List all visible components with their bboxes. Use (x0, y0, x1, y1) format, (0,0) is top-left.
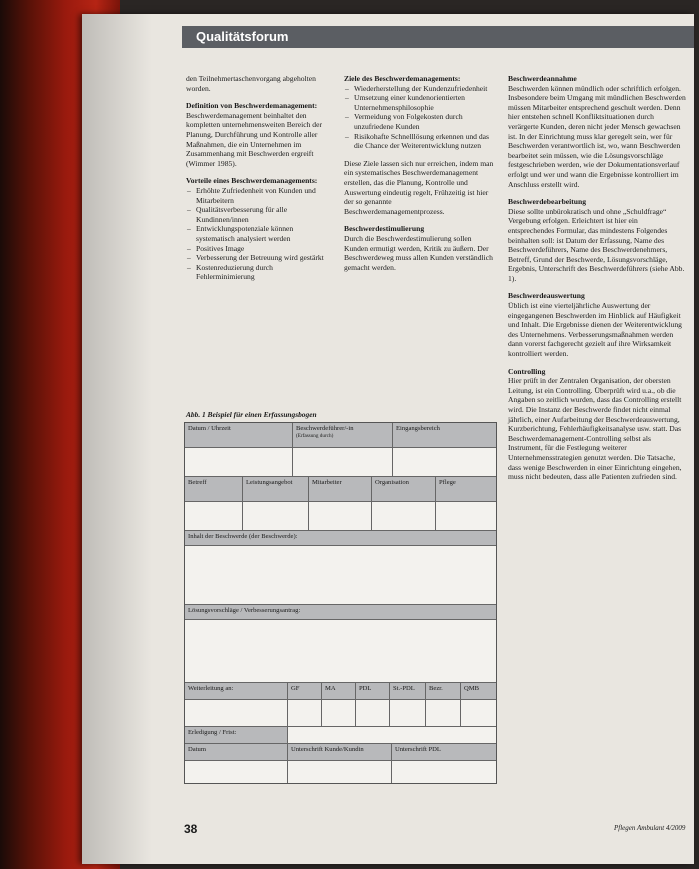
list-item: – Erhöhte Zufriedenheit von Kunden und Mitarbeitern (196, 186, 326, 205)
datum-label: Datum (185, 744, 288, 760)
bearbeitung-section (508, 197, 686, 283)
controlling-section (508, 367, 686, 482)
auswertung-section (508, 291, 686, 358)
definition-heading: Definition von Beschwerdemanagement: (186, 101, 318, 111)
form-input-row (185, 448, 496, 477)
list-item: – Wiederherstellung der Kundenzufriedenheit (354, 84, 494, 94)
vorteile-heading: Vorteile eines Beschwerdemanagements: (186, 176, 318, 186)
definition-text: Beschwerdemanagement beinhaltet den kompletten unternehmensweiten Bereich der Planung, Durchführung und Kontrolle aller Maßnahmen, die ein Unternehmen im Zusammenhang mit Beschwerden ergreift (Wimmer 1985). (186, 110, 323, 168)
form-cell (356, 700, 390, 726)
erledigung-row (185, 727, 496, 744)
list-item: – Verbesserung der Betreuung wird gestärkt (196, 253, 326, 263)
auswertung-heading: Beschwerdeauswertung (508, 291, 585, 301)
loesung-area (185, 620, 496, 683)
form-cell (288, 727, 496, 743)
section-title: Qualitätsforum (196, 29, 289, 44)
organisation-label: Organisation (372, 477, 436, 501)
form-cell (426, 700, 461, 726)
weiter-gf: GF (288, 683, 322, 699)
list-item: – Kostenreduzierung durch Fehlerminimierung (196, 263, 326, 282)
column-1 (186, 74, 326, 290)
erfassung-note: (Erfassung durch) (296, 433, 334, 439)
controlling-text: Hier prüft in der Zentralen Organisation, der obersten Leitung, ist ein Controlling. Überprüft wird u.a., ob die Angaben so zeitlich wurden, dass das Controlling erstellt wird. Die Instanz der Beschwerde findet nicht einmal jährlich, einer Aufarbeitung der Beschwerdeauswertung, Kurzberichtung, Fehlerhäufigkeitsanalyse usw. statt. Das Beschwerdemanagement-Controlling selbst als Instrument, für die Festlegung weiterer Unternehmensstrategien genutzt werden. Die Tatsache, dass wenige Beschwerden in einer Einrichtung eingehen, muss nicht bedeuten, dass alle Patienten zufrieden sind. (508, 376, 682, 482)
unterschrift-row (185, 744, 496, 761)
journal-source: Pflegen Ambulant 4/2009 (614, 824, 686, 832)
weiter-ma: MA (322, 683, 356, 699)
ziele-heading: Ziele des Beschwerdemanagements: (344, 74, 461, 83)
form-cell (185, 448, 293, 476)
form-cell (309, 502, 372, 530)
form-cell (185, 761, 288, 783)
list-item: – Risikohafte Schnelllösung erkennen und das die Chance der Weiterentwicklung nutzen (354, 132, 494, 151)
form-cell (393, 448, 496, 476)
form-cell (185, 700, 288, 726)
list-item: – Positives Image (196, 244, 326, 254)
betreff-row (185, 477, 496, 502)
weiterleitung-label: Weiterleitung an: (185, 683, 288, 699)
list-item: – Entwicklungspotenziale können systematisch analysiert werden (196, 224, 326, 243)
sachverhalt-header (185, 531, 496, 546)
erfassungsbogen-form (184, 422, 497, 784)
weiterleitung-input-row (185, 700, 496, 727)
mitarbeiter-label: Mitarbeiter (309, 477, 372, 501)
unterschrift-pdl-label: Unterschrift PDL (395, 746, 441, 753)
stimulierung-text: Durch die Beschwerdestimulierung sollen Kunden ermutigt werden, Kritik zu äußern. Der Beschwerdeweg muss allen Kunden verständlich gemacht werden. (344, 233, 493, 272)
figure-caption: Abb. 1 Beispiel für einen Erfassungsbogen (186, 410, 317, 419)
weiterleitung-row (185, 683, 496, 700)
weiter-qmb: QMB (464, 685, 480, 692)
form-cell (293, 448, 393, 476)
beschwerdefuehrer-label (293, 423, 393, 447)
ziele-list (344, 84, 494, 151)
list-item: – Umsetzung einer kundenorientierten Unternehmensphilosophie (354, 93, 494, 112)
magazine-page (82, 14, 694, 864)
form-cell (288, 700, 322, 726)
unterschrift-input-row (185, 761, 496, 783)
sachverhalt-label: Inhalt der Beschwerde (der Beschwerde): (188, 533, 298, 540)
loesung-header (185, 605, 496, 620)
form-cell (372, 502, 436, 530)
form-cell (461, 700, 496, 726)
controlling-heading: Controlling (508, 366, 546, 376)
form-cell (185, 546, 496, 604)
form-cell (390, 700, 426, 726)
form-cell (243, 502, 309, 530)
weiter-st-pdl: St.-PDL (390, 683, 426, 699)
unterschrift-kunde-label: Unterschrift Kunde/Kundin (288, 744, 392, 760)
definition-section (186, 101, 326, 168)
bearbeitung-text: Diese sollte unbürokratisch und ohne „Schuldfrage“ Vergebung erfolgen. Erleichtert ist hier ein entsprechendes Formular, das mindestens Folgendes beinhalten soll: ist Datum der Erfassung, Name des Beschwerdeführers, Name des Beschwerdenehmers, Betreff, Grund der Beschwerde, Lösungsvorschläge, Ergebnis, Unterschrift des Beschwerdeführers (siehe Abb. 1). (508, 206, 685, 283)
betreff-input-row (185, 502, 496, 531)
beschwerdefuehrer-text: Beschwerdeführer/-in (296, 425, 354, 432)
form-cell (185, 502, 243, 530)
form-header-row (185, 423, 496, 448)
eingangsbereich-label: Eingangsbereich (396, 425, 440, 432)
erledigung-label: Erledigung / Frist: (185, 727, 288, 743)
annahme-heading: Beschwerdeannahme (508, 74, 577, 83)
form-cell (392, 761, 496, 783)
annahme-section (508, 74, 686, 189)
page-number: 38 (184, 822, 198, 836)
list-item: – Qualitätsverbesserung für alle Kundinnen/innen (196, 205, 326, 224)
pflege-label: Pflege (439, 479, 456, 486)
betreff-label: Betreff (185, 477, 243, 501)
loesung-label: Lösungsvorschläge / Verbesserungsantrag: (188, 607, 301, 614)
datum-uhrzeit-label: Datum / Uhrzeit (185, 423, 293, 447)
bearbeitung-heading: Beschwerdebearbeitung (508, 197, 587, 207)
sachverhalt-area (185, 546, 496, 605)
stimulierung-section (344, 224, 494, 272)
form-cell (322, 700, 356, 726)
form-cell (288, 761, 392, 783)
list-item: – Vermeidung von Folgekosten durch unzufriedene Kunden (354, 112, 494, 131)
vorteile-list (186, 186, 326, 282)
stimulierung-heading: Beschwerdestimulierung (344, 224, 425, 234)
column-2 (344, 74, 494, 280)
ziele-paragraph: Diese Ziele lassen sich nur erreichen, indem man ein systematisches Beschwerdemanagement erstellen, das die Planung, Kontrolle und Auswertung eindeutig regelt, Frühzeitig ist hier der so genannte Beschwerdemanagementprozess. (344, 158, 494, 216)
weiter-pdl: PDL (356, 683, 390, 699)
col1-intro: den Teilnehmertaschenvorgang abgeholten worden. (186, 74, 316, 93)
weiter-bezr: Bezr. (426, 683, 461, 699)
column-3 (508, 74, 686, 490)
auswertung-text: Üblich ist eine vierteljährliche Auswertung der eingegangenen Beschwerden im Hinblick auf Häufigkeit und Inhalt. Die Ergebnisse dienen der Weiterentwicklung des Unternehmens. Verbesserungsmaßnahmen werden dann vorerst fachgerecht gezielt auf ihre Wirksamkeit kontrolliert werden. (508, 301, 682, 359)
section-header-bar (182, 26, 694, 48)
leistungsangebot-label: Leistungsangebot (243, 477, 309, 501)
annahme-text: Beschwerden können mündlich oder schriftlich erfolgen. Insbesondere beim Umgang mit mündlichen Beschwerden müssen Mitarbeiter entsprechend geschult werden. Denn hier entstehen schnell Konfliktsituationen durch verärgerte Kunden, deren nicht jeder Mensch gewachsen ist. In der Einrichtung muss klar geregelt sein, wer für Beschwerden verantwortlich ist, wo, wann Beschwerden bearbeitet sein müssen, wie die Lösungsvorschläge festgeschrieben werden, wie der Dokumentationsverlauf erfolgt und wer und wann die Ergebnisse kontrolliert im Anschluss erstellt wird. (508, 83, 686, 189)
form-cell (185, 620, 496, 682)
form-cell (436, 502, 496, 530)
